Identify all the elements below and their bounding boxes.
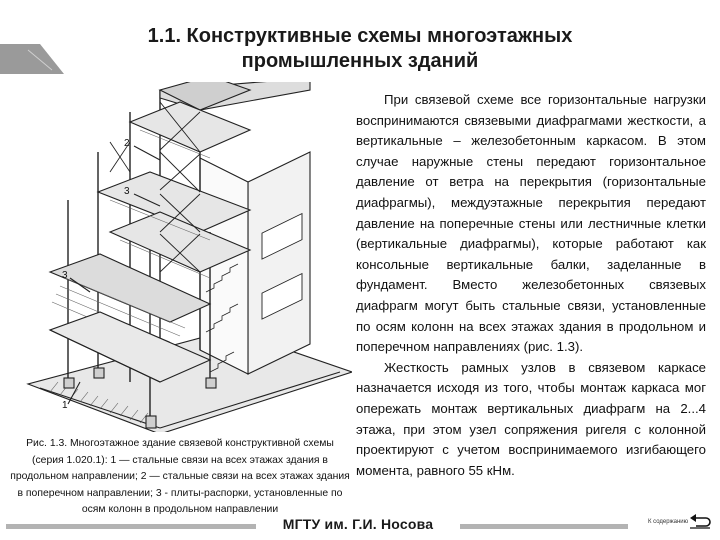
footer-institution: МГТУ им. Г.И. Носова	[282, 516, 434, 532]
figure-label-2: 2	[124, 138, 130, 149]
footer-bar-left	[6, 524, 256, 529]
title-line-1: 1.1. Конструктивные схемы многоэтажных	[147, 25, 573, 47]
title-line-2: промышленных зданий	[241, 50, 479, 72]
figure-label-3-lower: 3	[62, 270, 68, 281]
paragraph-1: При связевой схеме все горизонтальные нагрузки воспринимаются связевыми диафрагмами жесткости, а вертикальные – железобетонным каркасом. В этом случае наружные стены передают горизонтальное давление от ветра на перекрытия (горизонтальные диафрагмы), междуэтажные перекрытия передают давление на поперечные стены или лестничные клетки (вертикальные диафрагмы), которые работают как консольные вертикальные балки, заделанные в фундамент. Вместо железобетонных связевых диафрагм могут быть стальные связи, установленные по осям колонн на всех этажах здания в продольном и поперечном направлениях (рис. 1.3).	[356, 92, 706, 355]
figure-label-3-upper: 3	[124, 186, 130, 197]
slide-title	[110, 24, 610, 74]
return-arrow-icon[interactable]	[688, 510, 712, 530]
figure-caption: Рис. 1.3. Многоэтажное здание связевой конструктивной схемы (серия 1.020.1): 1 — стальные связи на всех этажах здания в продольном направлении; 2 — стальные связи на всех этажах здания в поперечном направлении; 3 - плиты-распорки, установленные по осям колонн в продольном направлении	[10, 438, 350, 516]
toc-link[interactable]: К содержанию	[648, 519, 689, 525]
paragraph-2: Жесткость рамных узлов в связевом каркасе назначается исходя из того, чтобы монтаж каркаса мог опережать монтаж вертикальных диафрагм на 2...4 этажа, при этом узел сопряжения ригеля с колонной проектируют с учетом воспринимаемого изгибающего момента, равного 55 кНм.	[356, 359, 706, 478]
corner-decoration	[0, 44, 64, 74]
body-text	[356, 90, 706, 481]
figure-label-1: 1	[62, 400, 68, 411]
building-illustration	[10, 82, 352, 432]
footer-bar-right	[460, 524, 628, 529]
